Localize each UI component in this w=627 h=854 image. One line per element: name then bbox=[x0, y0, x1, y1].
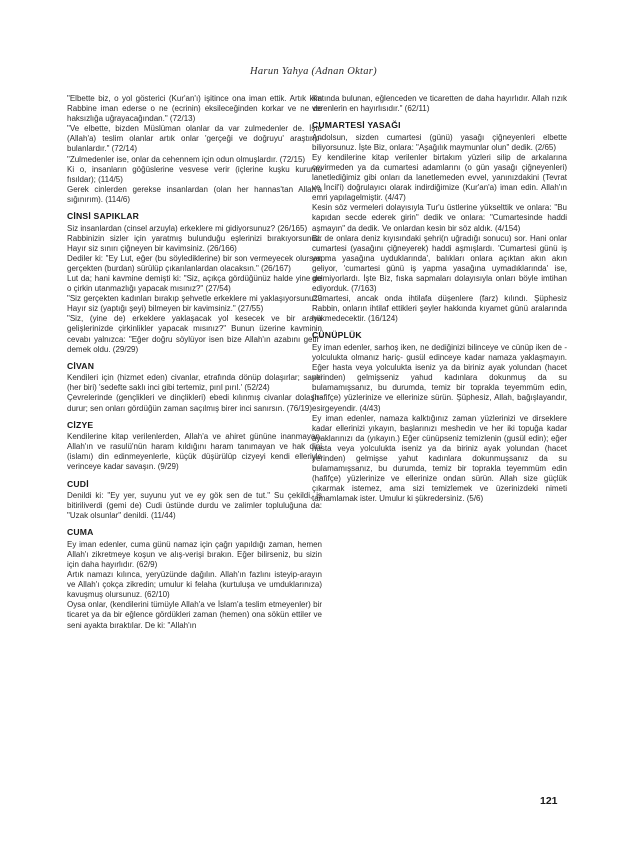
paragraph: Lut da; hani kavmine demişti ki: "Siz, açıkça gördüğünüz halde yine de o çirkin utanmazlığı yapacak mısınız?" (27/54) bbox=[67, 274, 322, 294]
paragraph: "Ve elbette, bizden Müslüman olanlar da var zulmedenler de. İşte (Allah'a) teslim olanlar artık onlar 'gerçeği ve doğruyu' araştırıp-bulanlardır." (72/14) bbox=[67, 124, 322, 154]
section-heading: CİZYE bbox=[67, 419, 94, 430]
paragraph: Rabbinizin sizler için yaratmış bulunduğu eşlerinizi bırakıyorsunuz. Hayır siz sınırı çiğneyen bir kavimsiniz. (26/166) bbox=[67, 233, 322, 253]
paragraph: Çevrelerinde (gençlikleri ve dinçlikleri) ebedi kılınmış civanlar dolaşır-durur; sen onları gördüğün zaman saçılmış birer inci sanırsın. (76/19) bbox=[67, 393, 322, 413]
paragraph: Oysa onlar, (kendilerini tümüyle Allah'a ve İslam'a teslim etmeyenler) bir ticaret ya da bir eğlence gördükleri zaman (hemen) ona sökün ettiler ve seni ayakta bıraktılar. De ki: "Allah'ın bbox=[67, 600, 322, 630]
section-heading: CUMA bbox=[67, 527, 94, 538]
paragraph: Gerek cinlerden gerekse insanlardan (olan her hannas'tan Allah'a sığınırım). (114/6) bbox=[67, 184, 322, 204]
running-title: Harun Yahya (Adnan Oktar) bbox=[250, 66, 377, 77]
paragraph: Kesin söz vermeleri dolayısıyla Tur'u üstlerine yükselttik ve onlara: "Bu kapıdan secde ederek girin" dedik ve onlara: "Cumartesinde haddi aşmayın" da dedik. Ve onlardan kesin bir söz aldık. (4/154) bbox=[312, 203, 567, 233]
paragraph: Ey iman edenler, namaza kalktığınız zaman yüzlerinizi ve dirseklere kadar ellerinizi yıkayın, başlarınızı meshedin ve her iki topuğa kadar ayaklarınızı da (yıkayın.) Eğer cünüpseniz temizlenin (gusül edin); eğer hasta veya yolculukta iseniz ya da biriniz ayak yolundan (hacet yerinden) gelmişse yahut kadınlara dokunmuşsanız da su bulamamışsanız, bu durumda, temiz bir toprakla teyemmüm edin (hafifçe) yüzlerinize ve ellerinize ondan sürün. Allah size güçlük çıkarmak istemez, ama sizi temizlemek ve üzerinizdeki nimeti tamamlamak ister. Umulur ki şükredersiniz. (5/6) bbox=[312, 413, 567, 504]
section-heading: CUDİ bbox=[67, 478, 89, 489]
paragraph: "Siz gerçekten kadınları bırakıp şehvetle erkeklere mi yaklaşıyorsunuz? Hayır siz (yaptığı şeyi) bilmeyen bir kavimsiniz." (27/55) bbox=[67, 294, 322, 314]
section-heading: CİNSİ SAPIKLAR bbox=[67, 211, 140, 222]
paragraph: Kendilerine kitap verilenlerden, Allah'a ve ahiret gününe inanmayan, Allah'ın ve rasulü'nün haram kıldığını haram tanımayan ve hak dini (islamı) din edinmeyenlerle, küçük düşürülüp cizyeyi kendi elleriyle verinceye kadar savaşın. (9/29) bbox=[67, 432, 322, 472]
paragraph: Dediler ki: "Ey Lut, eğer (bu söylediklerine) bir son vermeyecek olursan gerçekten (burdan) sürülüp çıkarılanlardan olacaksın." (26/167) bbox=[67, 253, 322, 273]
paragraph: Siz insanlardan (cinsel arzuyla) erkeklere mi gidiyorsunuz? (26/165) bbox=[67, 223, 308, 233]
paragraph: Andolsun, sizden cumartesi (günü) yasağı çiğneyenleri elbette biliyorsunuz. İşte Biz, onlara: "Aşağılık maymunlar olun" dedik. (2/65) bbox=[312, 132, 567, 152]
paragraph: Ki o, insanların göğüslerine vesvese verir (içlerine kuşku kuruntu fısıldar); (114/5) bbox=[67, 164, 322, 184]
paragraph: "Elbette biz, o yol gösterici (Kur'an'ı) işitince ona iman ettik. Artık kim Rabbine iman ederse o ne (ecrinin) eksileceğinden korkar ve ne de haksızlığa uğrayacağından." (72/13) bbox=[67, 94, 322, 124]
page-number: 121 bbox=[540, 795, 558, 807]
right-column bbox=[312, 94, 567, 504]
section-heading: CUMARTESİ YASAĞI bbox=[312, 120, 401, 131]
section-heading: CİVAN bbox=[67, 360, 95, 371]
paragraph: Ey kendilerine kitap verilenler birtakım yüzleri silip de arkalarına çevirmeden ya da cumartesi adamlarını (o gün yasağı çiğneyenleri) lanetlediğimiz gibi onları da lanetlemeden evvel, yanınızdakini (Tevrat ve İncil'i) doğrulayıcı olarak indirdiğimize (Kur'an'a) iman edin. Allah'ın emri yapılagelmiştir. (4/47) bbox=[312, 152, 567, 203]
paragraph: "Zulmedenler ise, onlar da cehennem için odun olmuşlardır. (72/15) bbox=[67, 154, 306, 164]
paragraph: Denildi ki: "Ey yer, suyunu yut ve ey gök sen de tut." Su çekildi, iş bitiriliverdi (gemi de) Cudi üstünde durdu ve zalimler topluluğuna da: "Uzak olsunlar" denildi. (11/44) bbox=[67, 491, 322, 521]
paragraph: Katında bulunan, eğlenceden ve ticaretten de daha hayırlıdır. Allah rızık verenlerin en hayırlısıdır." (62/11) bbox=[312, 94, 567, 114]
paragraph: Kendileri için (hizmet eden) civanlar, etrafında dönüp dolaşırlar; sanki (her biri) 'sedefte saklı inci gibi tertemiz, pırıl pırıl.' (52/24) bbox=[67, 373, 322, 393]
left-column bbox=[67, 94, 322, 631]
section-heading: CÜNÜPLÜK bbox=[312, 330, 362, 341]
paragraph: Cumartesi, ancak onda ihtilafa düşenlere (farz) kılındı. Şüphesiz Rabbin, onların ihtilaf ettikleri şeyler hakkında kıyamet günü aralarında hükmedecektir. (16/124) bbox=[312, 294, 567, 324]
paragraph: Bir de onlara deniz kıyısındaki şehri(n uğradığı sonucu) sor. Hani onlar cumartesi (yasağını çiğneyerek) haddi aşmışlardı. 'Cumartesi günü iş yapma yasağına uyduklarında', balıkları onlara açıktan akın akın geliyor, 'cumartesi günü iş yapma yasağına uymadıklarında' ise, gelmiyorlardı. İşte Biz, fıska sapmaları dolayısıyla onları böyle imtihan ediyorduk. (7/163) bbox=[312, 233, 567, 294]
paragraph: "Siz, (yine de) erkeklere yaklaşacak yol kesecek ve bir araya gelişlerinizde çirkinlikler yapacak mısınız?" Bunun üzerine kavminin cevabı yalnızca: "Eğer doğru söylüyor isen bize Allah'ın azabını getir" demek oldu. (29/29) bbox=[67, 314, 322, 354]
paragraph: Artık namazı kılınca, yeryüzünde dağılın. Allah'ın fazlını isteyip-arayın ve Allah'ı çokça zikredin; umulur ki felaha (kurtuluşa ve umduklarınıza) kavuşmuş olursunuz. (62/10) bbox=[67, 570, 322, 600]
paragraph: Ey iman edenler, sarhoş iken, ne dediğinizi bilinceye ve cünüp iken de -yolculukta olmanız hariç- gusül edinceye kadar namaza yaklaşmayın. Eğer hasta veya yolculukta iseniz ya da biriniz ayak yolundan (hacet yerinden) gelmişseniz yahud kadınlara dokunmuş da su bulamamışsanız, bu durumda, temiz bir toprakla teyemmüm edin, (hafifçe) yüzlerinize ve ellerinize sürün. Şüphesiz, Allah, bağışlayandır, esirgeyendir. (4/43) bbox=[312, 342, 567, 413]
paragraph: Ey iman edenler, cuma günü namaz için çağrı yapıldığı zaman, hemen Allah'ı zikretmeye koşun ve alış-verişi bırakın. Eğer bilirseniz, bu sizin için daha hayırlıdır. (62/9) bbox=[67, 539, 322, 569]
